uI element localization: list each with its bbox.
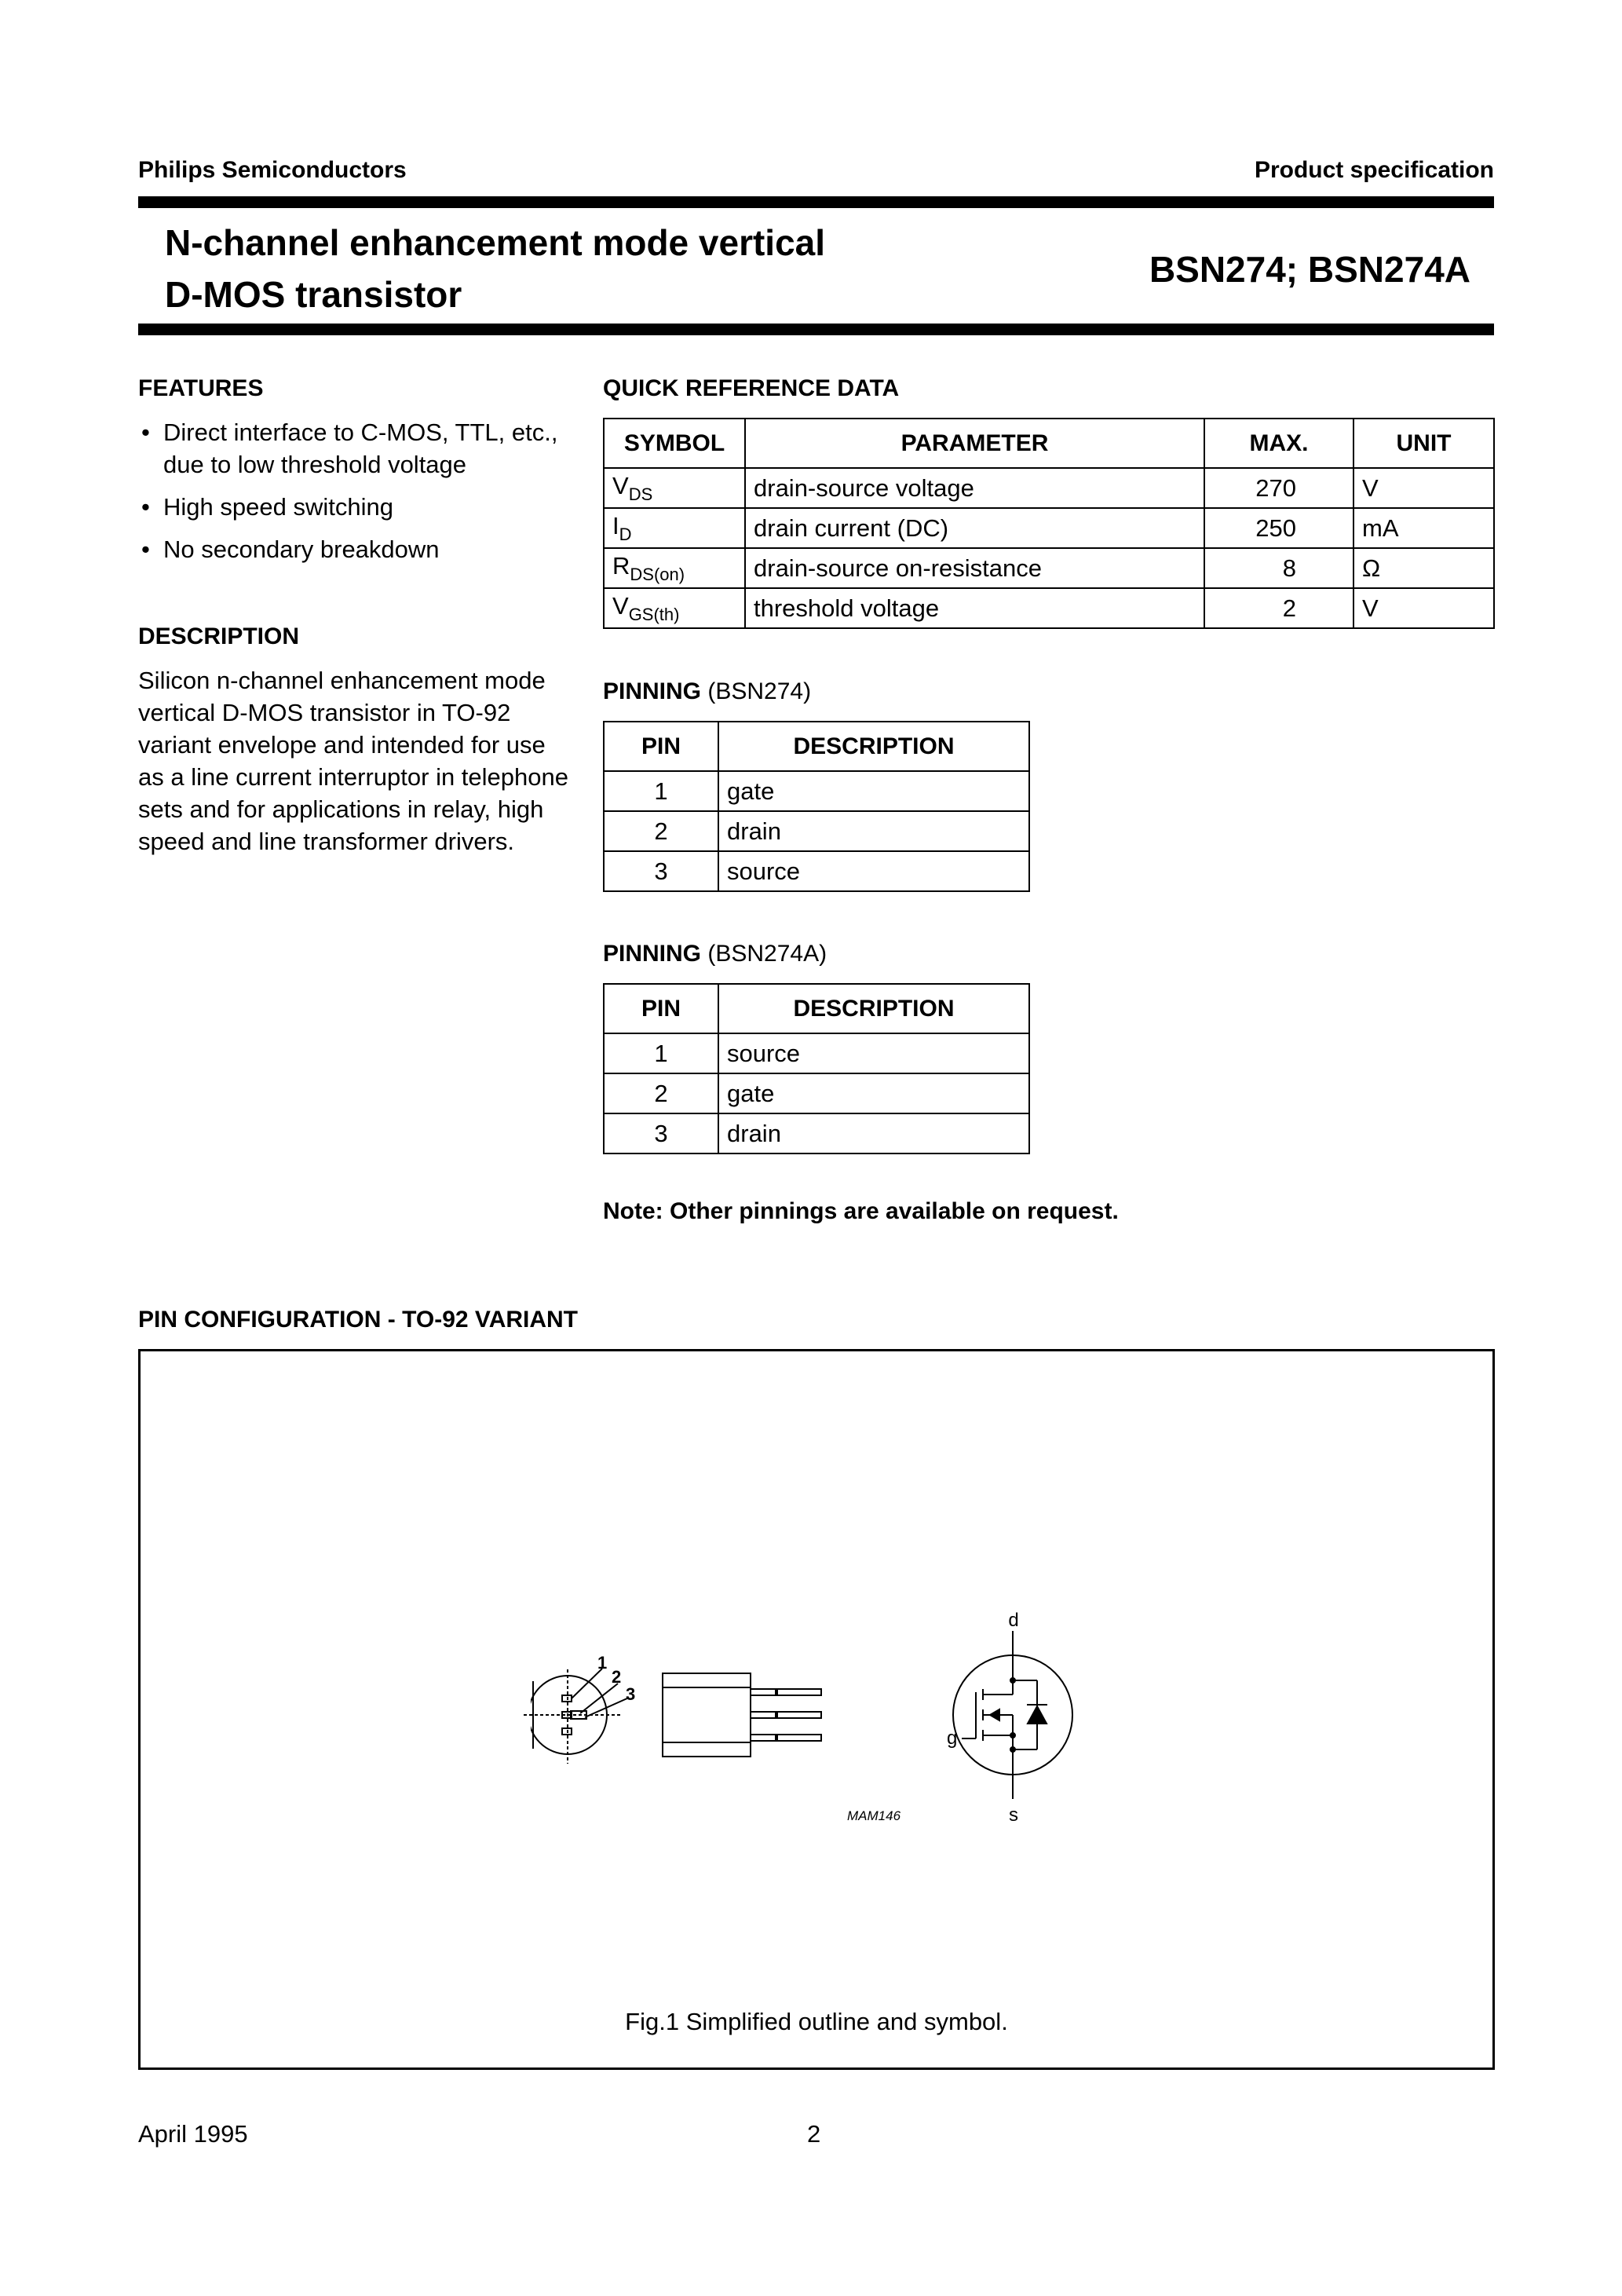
description-heading: DESCRIPTION [138,623,300,649]
col-pin: PIN [604,984,718,1033]
pinning-bsn274a-table [603,983,1030,1154]
header-rule [138,196,1494,208]
table-header-row [604,984,1029,1033]
description-cell: drain [718,811,1029,851]
pin-config-heading: PIN CONFIGURATION - TO-92 VARIANT [138,1307,579,1333]
unit-cell: mA [1353,508,1494,548]
unit-cell: V [1353,588,1494,628]
title-rule [138,324,1494,335]
unit-cell: V [1353,468,1494,508]
parameter-cell: threshold voltage [745,588,1204,628]
table-header-row [604,722,1029,771]
pin-cell: 2 [604,1073,718,1113]
table-row [604,811,1029,851]
description-cell: source [718,851,1029,891]
pin-config-figure [141,1351,1492,2067]
description-text: Silicon n-channel enhancement mode vertical D-MOS transistor in TO-92 variant envelope and intended for use as a line current interruptor in telephone sets and for applications in relay, high speed and line transformer drivers. [138,667,568,855]
symbol-cell: $R_{DS(on)}$ [604,548,745,588]
footer-date: April 1995 [138,2120,248,2148]
pin-cell: 3 [604,1113,718,1153]
pinning-bsn274a-heading: PINNING (BSN274A) [603,941,827,967]
parameter-cell: drain-source voltage [745,468,1204,508]
pin-cell: 1 [604,771,718,811]
company-name: Philips Semiconductors [138,157,407,183]
figure-code: MAM146 [847,1808,901,1823]
symbol-cell: $V_{DS}$ [604,468,745,508]
title-line-2: D-MOS transistor [165,274,462,315]
pinning-note: Note: Other pinnings are available on request. [603,1198,1119,1224]
table-row [604,588,1494,628]
figure-box [138,1349,1495,2070]
mosfet-symbol [953,1631,1072,1799]
table-row [604,1113,1029,1153]
gate-label: g [947,1727,958,1749]
pin-cell: 3 [604,851,718,891]
quick-reference-heading: QUICK REFERENCE DATA [603,375,900,401]
figure-caption: Fig.1 Simplified outline and symbol. [625,2008,1008,2035]
col-pin: PIN [604,722,718,771]
features-list [138,416,562,576]
description-cell: gate [718,771,1029,811]
document-type: Product specification [1254,157,1494,183]
table-row [604,1073,1029,1113]
col-description: DESCRIPTION [718,984,1029,1033]
symbol-cell: $V_{GS(th)}$ [604,588,745,628]
col-parameter: PARAMETER [745,419,1204,468]
table-row [604,771,1029,811]
col-unit: UNIT [1353,419,1494,468]
max-cell: 250 [1204,508,1353,548]
description-cell: drain [718,1113,1029,1153]
page-number: 2 [807,2120,821,2148]
max-cell: 270 [1204,468,1353,508]
table-row [604,548,1494,588]
pin-cell: 2 [604,811,718,851]
source-label: s [1009,1804,1018,1826]
col-description: DESCRIPTION [718,722,1029,771]
quick-reference-table [603,418,1495,629]
col-max: MAX. [1204,419,1353,468]
table-row [604,851,1029,891]
parameter-cell: drain-source on-resistance [745,548,1204,588]
max-cell: 2 [1204,588,1353,628]
pin-2-label: 2 [612,1667,622,1687]
pin-1-label: 1 [597,1653,608,1673]
part-numbers: BSN274; BSN274A [1149,249,1470,290]
parameter-cell: drain current (DC) [745,508,1204,548]
table-row [604,468,1494,508]
title-line-1: N-channel enhancement mode vertical [165,222,826,263]
table-row [604,508,1494,548]
features-heading: FEATURES [138,375,264,401]
page-title [165,217,825,320]
max-cell: 8 [1204,548,1353,588]
to92-side-view [663,1673,821,1757]
table-header-row [604,419,1494,468]
list-item: • No secondary breakdown [141,536,440,563]
unit-cell: Ω [1353,548,1494,588]
description-cell: source [718,1033,1029,1073]
list-item: • Direct interface to C-MOS, TTL, etc., due to low threshold voltage [141,419,558,478]
col-symbol: SYMBOL [604,419,745,468]
pinning-bsn274-heading: PINNING (BSN274) [603,678,812,704]
description-cell: gate [718,1073,1029,1113]
table-row [604,1033,1029,1073]
list-item: • High speed switching [141,493,393,521]
drain-label: d [1008,1610,1019,1631]
symbol-cell: $I_D$ [604,508,745,548]
pinning-bsn274-table [603,721,1030,892]
pin-cell: 1 [604,1033,718,1073]
pin-3-label: 3 [626,1684,636,1704]
